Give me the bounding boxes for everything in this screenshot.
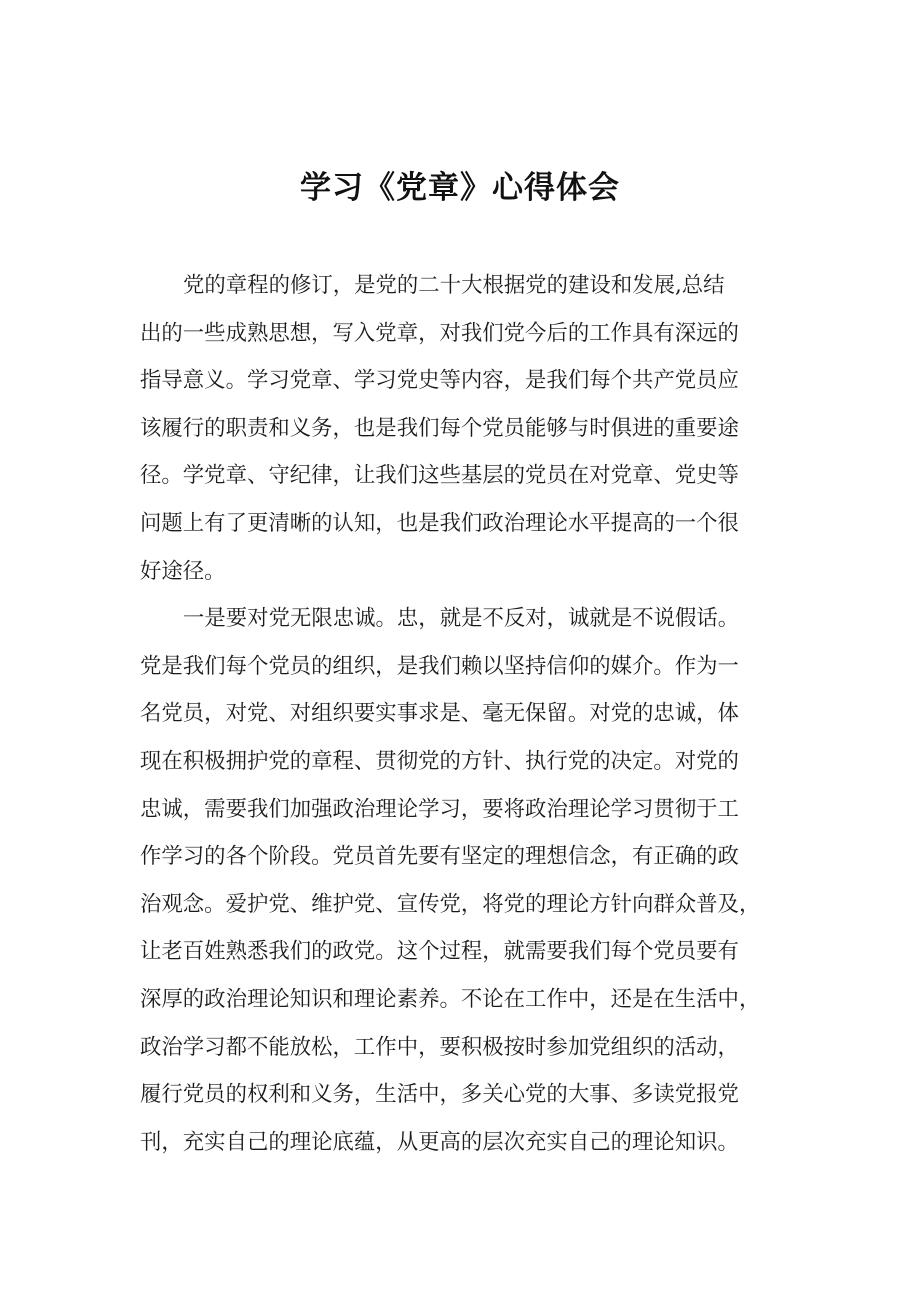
document-title: 学习《党章》心得体会 (300, 170, 620, 206)
paragraph-line: 名党员，对党、对组织要实事求是、毫无保留。对党的忠诚，体 (140, 701, 739, 727)
paragraph (140, 595, 795, 1166)
paragraph-line: 深厚的政治理论知识和理论素养。不论在工作中，还是在生活中， (140, 986, 761, 1012)
paragraph (140, 262, 795, 595)
paragraph-line: 径。学党章、守纪律，让我们这些基层的党员在对党章、党史等 (140, 463, 739, 489)
paragraph-line: 该履行的职责和义务，也是我们每个党员能够与时俱进的重要途 (140, 415, 739, 441)
paragraph-line: 指导意义。学习党章、学习党史等内容，是我们每个共产党员应 (140, 368, 739, 394)
paragraph-line: 好途径。 (140, 558, 226, 584)
paragraph-line: 作学习的各个阶段。党员首先要有坚定的理想信念，有正确的政 (140, 844, 739, 870)
paragraph-line: 治观念。爱护党、维护党、宣传党，将党的理论方针向群众普及， (140, 891, 761, 917)
paragraph-line: 让老百姓熟悉我们的政党。这个过程，就需要我们每个党员要有 (140, 939, 739, 965)
paragraph-line: 党的章程的修订，是党的二十大根据党的建设和发展,总结 (183, 273, 725, 298)
document-body (140, 262, 795, 1166)
paragraph-line: 现在积极拥护党的章程、贯彻党的方针、执行党的决定。对党的 (140, 748, 739, 774)
paragraph-line: 出的一些成熟思想，写入党章，对我们党今后的工作具有深远的 (140, 320, 739, 346)
paragraph-line: 忠诚，需要我们加强政治理论学习，要将政治理论学习贯彻于工 (140, 796, 739, 822)
paragraph-line: 履行党员的权利和义务，生活中，多关心党的大事、多读党报党 (140, 1082, 739, 1108)
paragraph-line: 党是我们每个党员的组织，是我们赖以坚持信仰的媒介。作为一 (140, 653, 739, 679)
paragraph-line: 政治学习都不能放松，工作中，要积极按时参加党组织的活动， (140, 1034, 739, 1060)
paragraph-line: 问题上有了更清晰的认知，也是我们政治理论水平提高的一个很 (140, 510, 739, 536)
paragraph-line: 刊，充实自己的理论底蕴，从更高的层次充实自己的理论知识。 (140, 1129, 739, 1155)
paragraph-line: 一是要对党无限忠诚。忠，就是不反对，诚就是不说假话。 (183, 606, 740, 632)
